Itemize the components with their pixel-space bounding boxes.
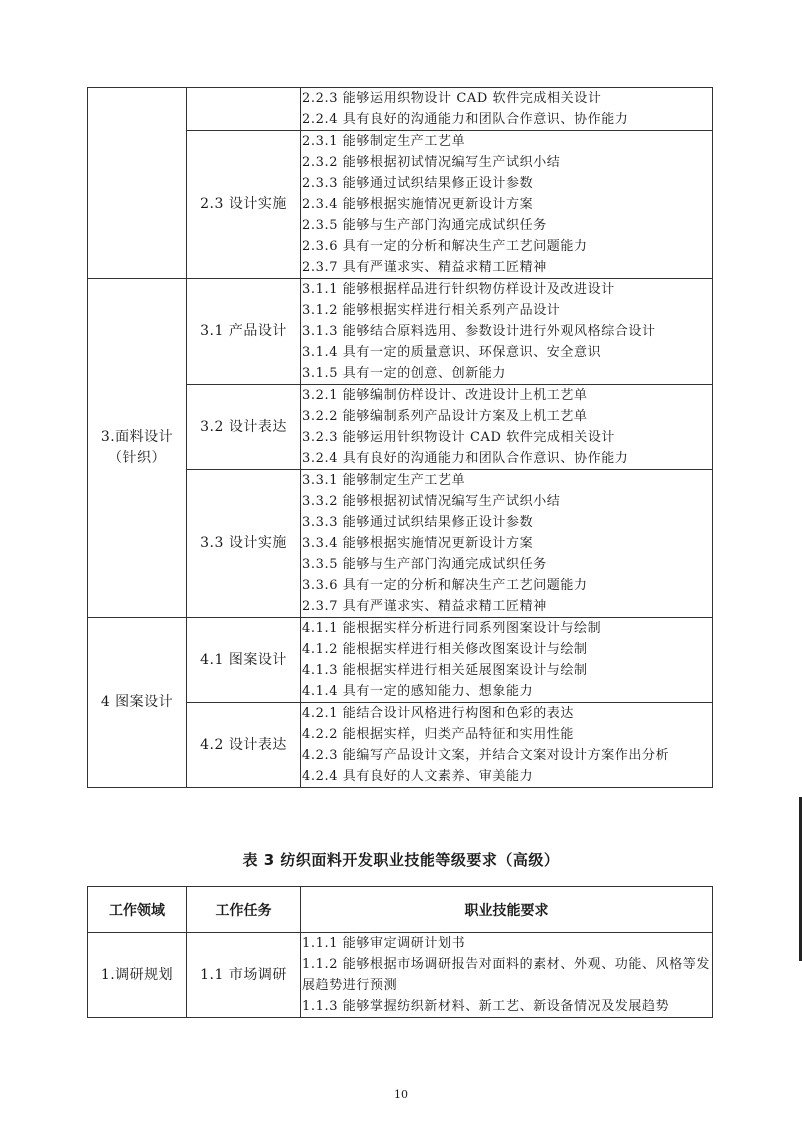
- work-task-cell: 2.3 设计实施: [187, 131, 301, 279]
- work-area-cell: 1.调研规划: [88, 933, 187, 1018]
- skill-item: 4.1.3 能根据实样进行相关延展图案设计与绘制: [302, 663, 588, 678]
- skill-item: 3.1.3 能够结合原料选用、参数设计进行外观风格综合设计: [302, 324, 656, 339]
- skill-requirements-cell: [301, 88, 713, 131]
- skill-requirements-cell: [301, 618, 713, 703]
- skill-item: 2.3.7 具有严谨求实、精益求精工匠精神: [302, 599, 547, 614]
- work-area-cell: 4 图案设计: [88, 618, 187, 788]
- skill-item: 1.1.3 能够掌握纺织新材料、新工艺、新设备情况及发展趋势: [302, 999, 670, 1014]
- skill-item: 3.2.3 能够运用针织物设计 CAD 软件完成相关设计: [302, 430, 616, 445]
- skill-requirements-cell: [301, 131, 713, 279]
- skill-item: 3.3.4 能够根据实施情况更新设计方案: [302, 536, 534, 551]
- skill-item: 3.1.2 能够根据实样进行相关系列产品设计: [302, 303, 561, 318]
- skill-item: 3.3.2 能够根据初试情况编写生产试织小结: [302, 494, 561, 509]
- work-task-cell: 3.1 产品设计: [187, 279, 301, 385]
- table-top-body: [88, 88, 713, 788]
- work-task-cell: 4.2 设计表达: [187, 703, 301, 788]
- skill-item: 2.3.7 具有严谨求实、精益求精工匠精神: [302, 260, 547, 275]
- table-caption: 表 3 纺织面料开发职业技能等级要求（高级）: [242, 851, 560, 869]
- skill-item: 3.1.5 具有一定的创意、创新能力: [302, 366, 507, 381]
- skill-item: 3.3.5 能够与生产部门沟通完成试织任务: [302, 557, 547, 572]
- skill-item: 3.1.4 具有一定的质量意识、环保意识、安全意识: [302, 345, 602, 360]
- skill-item: 4.1.4 具有一定的感知能力、想象能力: [302, 684, 534, 699]
- skill-item: 2.3.6 具有一定的分析和解决生产工艺问题能力: [302, 239, 588, 254]
- skill-item: 3.1.1 能够根据样品进行针织物仿样设计及改进设计: [302, 282, 615, 297]
- skill-item: 2.3.4 能够根据实施情况更新设计方案: [302, 197, 534, 212]
- skill-requirements-cell: [301, 703, 713, 788]
- header-skill-requirements: 职业技能要求: [301, 887, 713, 933]
- skill-item: 3.2.1 能够编制仿样设计、改进设计上机工艺单: [302, 388, 588, 403]
- skill-item: 4.2.4 具有良好的人文素养、审美能力: [302, 769, 534, 784]
- skill-item: 4.2.2 能根据实样，归类产品特征和实用性能: [302, 727, 575, 742]
- skill-item: 3.2.4 具有良好的沟通能力和团队合作意识、协作能力: [302, 451, 629, 466]
- skill-item: 2.2.3 能够运用织物设计 CAD 软件完成相关设计: [302, 91, 602, 106]
- skill-requirements-cell: [301, 470, 713, 618]
- skill-requirements-cell: [301, 933, 713, 1018]
- skill-item: 3.3.1 能够制定生产工艺单: [302, 473, 466, 488]
- skill-item: 2.3.1 能够制定生产工艺单: [302, 134, 466, 149]
- skill-item: 2.3.2 能够根据初试情况编写生产试织小结: [302, 155, 561, 170]
- skill-item: 3.3.3 能够通过试织结果修正设计参数: [302, 515, 534, 530]
- work-task-cell: 3.2 设计表达: [187, 385, 301, 470]
- table-row: [88, 618, 713, 703]
- skill-item: 4.2.1 能结合设计风格进行构图和色彩的表达: [302, 706, 575, 721]
- skill-requirements-cell: [301, 279, 713, 385]
- page-number: 10: [394, 1088, 408, 1101]
- header-work-area: 工作领域: [88, 887, 187, 933]
- work-area-cell: 3.面料设计（针织）: [88, 279, 187, 618]
- table-row: [88, 933, 713, 1018]
- skill-item: 1.1.2 能够根据市场调研报告对面料的素材、外观、功能、风格等发展趋势进行预测: [302, 957, 711, 993]
- skill-item: 3.3.6 具有一定的分析和解决生产工艺问题能力: [302, 578, 588, 593]
- requirements-table-continued: [87, 87, 713, 788]
- skill-item: 3.2.2 能够编制系列产品设计方案及上机工艺单: [302, 409, 588, 424]
- requirements-table-advanced: [87, 886, 713, 1018]
- skill-item: 4.2.3 能编写产品设计文案，并结合文案对设计方案作出分析: [302, 748, 670, 763]
- skill-item: 2.2.4 具有良好的沟通能力和团队合作意识、协作能力: [302, 112, 629, 127]
- skill-item: 4.1.1 能根据实样分析进行同系列图案设计与绘制: [302, 621, 602, 636]
- skill-requirements-cell: [301, 385, 713, 470]
- table-row: [88, 88, 713, 131]
- work-task-cell: 1.1 市场调研: [187, 933, 301, 1018]
- skill-item: 2.3.3 能够通过试织结果修正设计参数: [302, 176, 534, 191]
- table-row: [88, 279, 713, 385]
- table-bottom-body: [88, 933, 713, 1018]
- work-task-cell: [187, 88, 301, 131]
- header-work-task: 工作任务: [187, 887, 301, 933]
- work-area-cell: [88, 88, 187, 279]
- skill-item: 2.3.5 能够与生产部门沟通完成试织任务: [302, 218, 547, 233]
- work-task-cell: 4.1 图案设计: [187, 618, 301, 703]
- work-task-cell: 3.3 设计实施: [187, 470, 301, 618]
- table-header-row: [88, 887, 713, 933]
- skill-item: 1.1.1 能够审定调研计划书: [302, 936, 466, 951]
- skill-item: 4.1.2 能根据实样进行相关修改图案设计与绘制: [302, 642, 588, 657]
